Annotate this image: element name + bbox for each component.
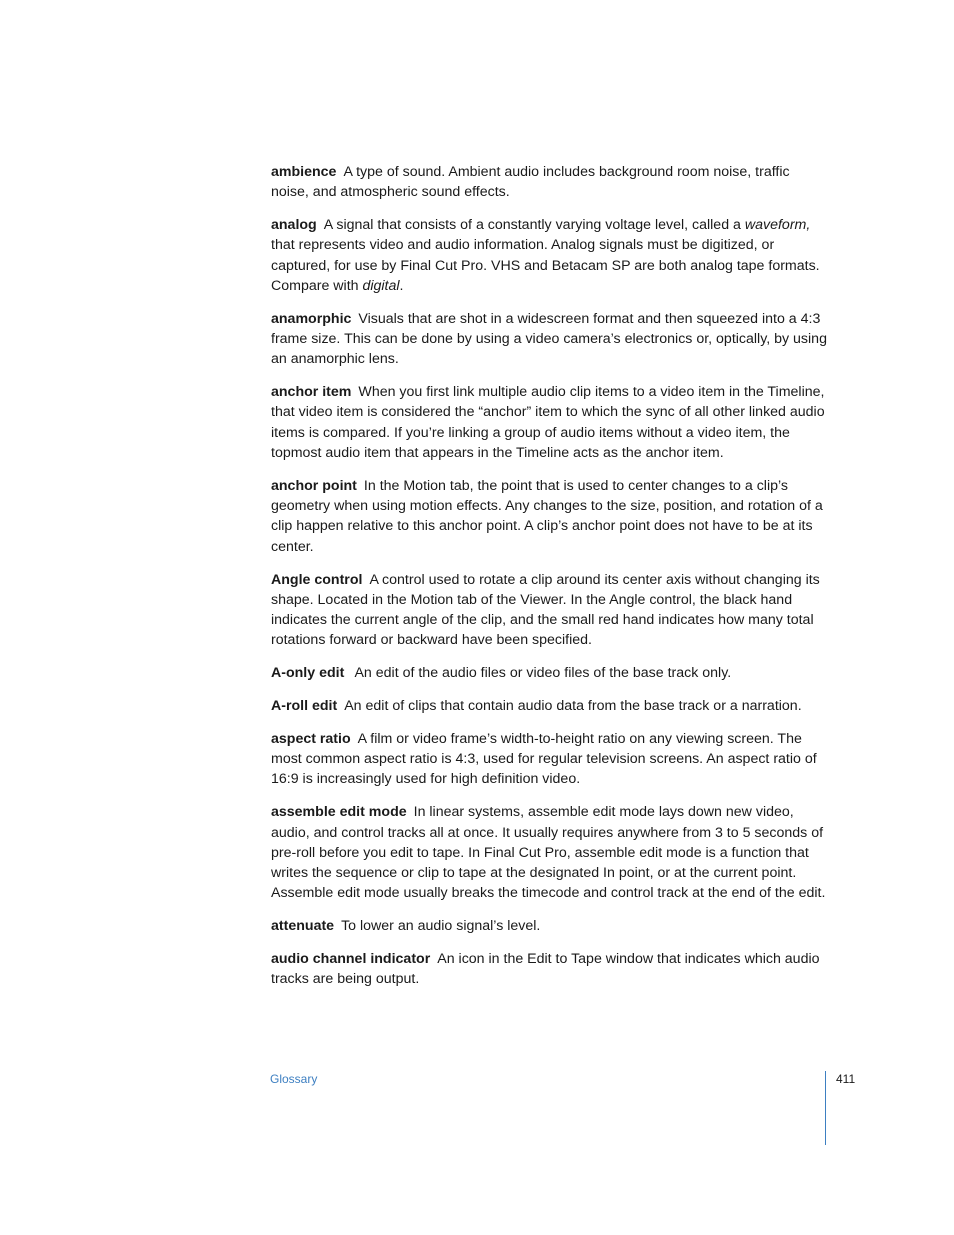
glossary-entry [271, 729, 827, 790]
glossary-term: analog [271, 217, 317, 234]
glossary-definition: A signal that consists of a constantly varying voltage level, called a [323, 217, 745, 234]
glossary-entry [271, 162, 827, 203]
glossary-entry [271, 949, 827, 990]
glossary-definition: A type of sound. Ambient audio includes background room noise, traffic noise, and atmospheric sound effects. [271, 164, 790, 201]
glossary-definition: that represents video and audio information. Analog signals must be digitized, or captured, for use by Final Cut Pro. VHS and Betacam SP are both analog tape formats. Compare with [271, 237, 820, 294]
glossary-definition: In linear systems, assemble edit mode lays down new video, audio, and control tracks all at once. It usually requires anywhere from 3 to 5 seconds of pre-roll before you edit to tape. In Final Cut Pro, assemble edit mode is a function that writes the sequence or clip to tape at the designated In point, or at the current point. Assemble edit mode usually breaks the timecode and control track at the end of the edit. [271, 804, 826, 902]
glossary-entry [271, 802, 827, 903]
glossary-definition: A film or video frame’s width-to-height ratio on any viewing screen. The most common aspect ratio is 4:3, used for regular television screens. An aspect ratio of 16:9 is increasingly used for high definition video. [271, 730, 817, 788]
glossary-term: aspect ratio [271, 730, 351, 747]
glossary-definition: Visuals that are shot in a widescreen format and then squeezed into a 4:3 frame size. This can be done by using a video camera’s electronics or, optically, by using an anamorphic lens. [271, 310, 827, 368]
page-number: 411 [836, 1072, 856, 1086]
glossary-cross-reference: digital [362, 277, 400, 294]
glossary-term: assemble edit mode [271, 804, 407, 821]
glossary-entry [271, 916, 827, 936]
glossary-definition: When you first link multiple audio clip items to a video item in the Timeline, that video item is considered the “anchor” item to which the sync of all other linked audio items is compared. If you’re linking a group of audio items without a video item, the topmost audio item that appears in the Timeline acts as the anchor item. [271, 384, 825, 462]
glossary-term: A-roll edit [271, 698, 338, 715]
glossary-term: anchor point [271, 477, 357, 494]
glossary-entry [271, 382, 827, 463]
glossary-entry [271, 476, 827, 557]
glossary-term: A-only edit [271, 665, 345, 682]
glossary-term: ambience [271, 164, 337, 180]
glossary-definition: An edit of clips that contain audio data from the base track or a narration. [344, 698, 802, 715]
glossary-term: anamorphic [271, 310, 352, 327]
glossary-entry [271, 663, 827, 683]
glossary-term: audio channel indicator [271, 951, 431, 967]
glossary-term: attenuate [271, 918, 335, 935]
glossary-entry [271, 570, 827, 651]
glossary-entry [271, 215, 827, 296]
glossary-definition: A control used to rotate a clip around its center axis without changing its shape. Located in the Motion tab of the Viewer. In the Angle control, the black hand indicates the current angle of the clip, and the small red hand indicates how many total rotations forward or backward have been specified. [271, 571, 820, 649]
glossary-definition: An icon in the Edit to Tape window that indicates which audio tracks are being output. [271, 951, 820, 988]
glossary-list [271, 162, 827, 1002]
glossary-definition: An edit of the audio files or video files of the base track only. [351, 665, 732, 682]
glossary-definition: In the Motion tab, the point that is used to center changes to a clip’s geometry when using motion effects. Any changes to the size, position, and rotation of a clip happen relative to this anchor point. A clip’s anchor point does not have to be at its center. [271, 477, 823, 555]
footer-section-label: Glossary [270, 1072, 318, 1086]
glossary-entry [271, 309, 827, 370]
glossary-definition: To lower an audio signal’s level. [341, 918, 541, 935]
glossary-term: Angle control [271, 571, 363, 588]
footer-divider [825, 1071, 826, 1145]
glossary-entry [271, 696, 827, 716]
glossary-cross-reference: waveform, [744, 217, 811, 234]
glossary-definition: . [399, 277, 404, 294]
glossary-term: anchor item [271, 384, 352, 401]
